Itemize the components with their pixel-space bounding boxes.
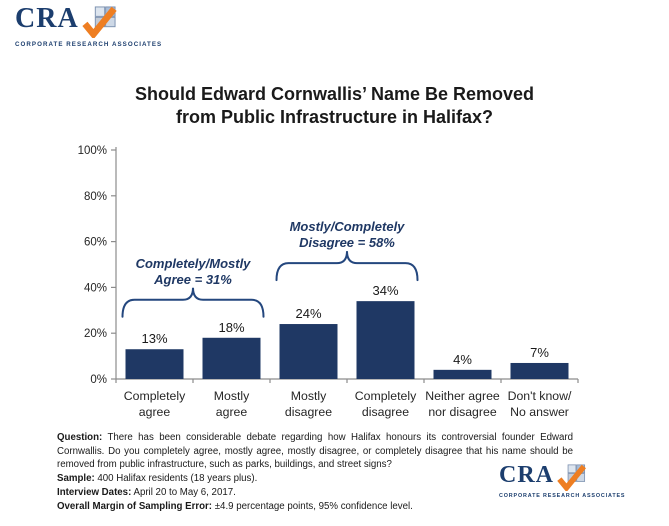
bar-6 — [511, 363, 569, 379]
y-tick-label: 40% — [83, 282, 107, 295]
footnote-margin-of-error-text: ±4.9 percentage points, 95% confidence level. — [214, 500, 413, 512]
cra-logo-row — [15, 3, 162, 38]
bar-value-label: 13% — [141, 331, 168, 347]
cra-checkmark-icon — [557, 464, 587, 491]
y-tick-label: 20% — [83, 328, 107, 341]
footnote-interview-dates-text: April 20 to May 6, 2017. — [133, 486, 236, 498]
cra-logo-text: CRA — [15, 3, 79, 34]
group-brace — [277, 251, 418, 280]
cra-checkmark-icon — [82, 6, 118, 38]
footnote-question-label: Question: — [57, 432, 103, 443]
group-annotation-label: Completely/Mostly — [135, 255, 251, 271]
cra-logo-top — [15, 3, 163, 48]
bar-5 — [434, 370, 492, 379]
footnote-question — [57, 431, 573, 472]
bar-value-label: 34% — [372, 283, 399, 299]
y-tick-label: 60% — [83, 236, 107, 249]
bar-chart-svg — [50, 140, 630, 440]
cra-logo-row — [499, 464, 625, 491]
category-label: disagree — [361, 405, 410, 419]
footnotes — [57, 431, 573, 513]
bar-value-label: 24% — [295, 306, 322, 322]
bar-1 — [126, 349, 184, 379]
category-label: nor disagree — [428, 405, 497, 419]
bar-4 — [357, 301, 415, 379]
category-label: agree — [215, 405, 248, 419]
y-tick-label: 100% — [77, 145, 107, 157]
category-label: Neither agree — [425, 389, 500, 403]
category-label: Mostly — [213, 389, 250, 403]
bar-value-label: 4% — [453, 351, 472, 367]
category-label: Don't know/ — [507, 389, 572, 403]
bar-chart — [50, 140, 630, 440]
bar-value-label: 7% — [530, 344, 549, 360]
footnote-margin-of-error — [57, 500, 573, 514]
footnote-sample-text: 400 Halifax residents (18 years plus). — [97, 473, 258, 485]
cra-logo-tagline: CORPORATE RESEARCH ASSOCIATES — [15, 41, 163, 48]
footnote-question-text: There has been considerable debate regarding how Halifax honours its controversial founder Edward Cornwallis. Do you completely agree, mostly agree, mostly disagree, or completely disagree that his name should be removed from public infrastructure, such as parks, buildings, and street signs? — [57, 432, 573, 471]
category-label: Mostly — [290, 389, 327, 403]
chart-title-line1: Should Edward Cornwallis’ Name Be Removed — [134, 84, 535, 104]
group-annotation-label: Mostly/Completely — [289, 219, 405, 235]
group-brace — [123, 288, 264, 317]
category-label: agree — [138, 405, 171, 419]
footnote-margin-of-error-label: Overall Margin of Sampling Error: — [57, 500, 213, 512]
group-annotation-label: Agree = 31% — [154, 271, 232, 287]
chart-title — [0, 83, 669, 128]
y-tick-label: 80% — [83, 190, 107, 203]
bar-2 — [203, 338, 261, 379]
cra-logo-bottom — [499, 464, 625, 499]
category-label: Completely — [123, 389, 186, 403]
y-tick-label: 0% — [90, 374, 107, 386]
cra-logo-tagline: CORPORATE RESEARCH ASSOCIATES — [499, 493, 626, 499]
category-label: disagree — [284, 405, 333, 419]
cra-logo-text: CRA — [499, 462, 554, 488]
footnote-interview-dates — [57, 486, 573, 500]
bar-3 — [280, 324, 338, 379]
footnote-interview-dates-label: Interview Dates: — [57, 486, 132, 498]
bar-value-label: 18% — [218, 319, 245, 335]
group-annotation-label: Disagree = 58% — [299, 235, 395, 251]
footnote-sample — [57, 472, 573, 486]
category-label: Completely — [354, 389, 417, 403]
footnote-sample-label: Sample: — [57, 473, 95, 485]
category-label: No answer — [510, 405, 569, 419]
chart-title-line2: from Public Infrastructure in Halifax? — [175, 106, 494, 127]
